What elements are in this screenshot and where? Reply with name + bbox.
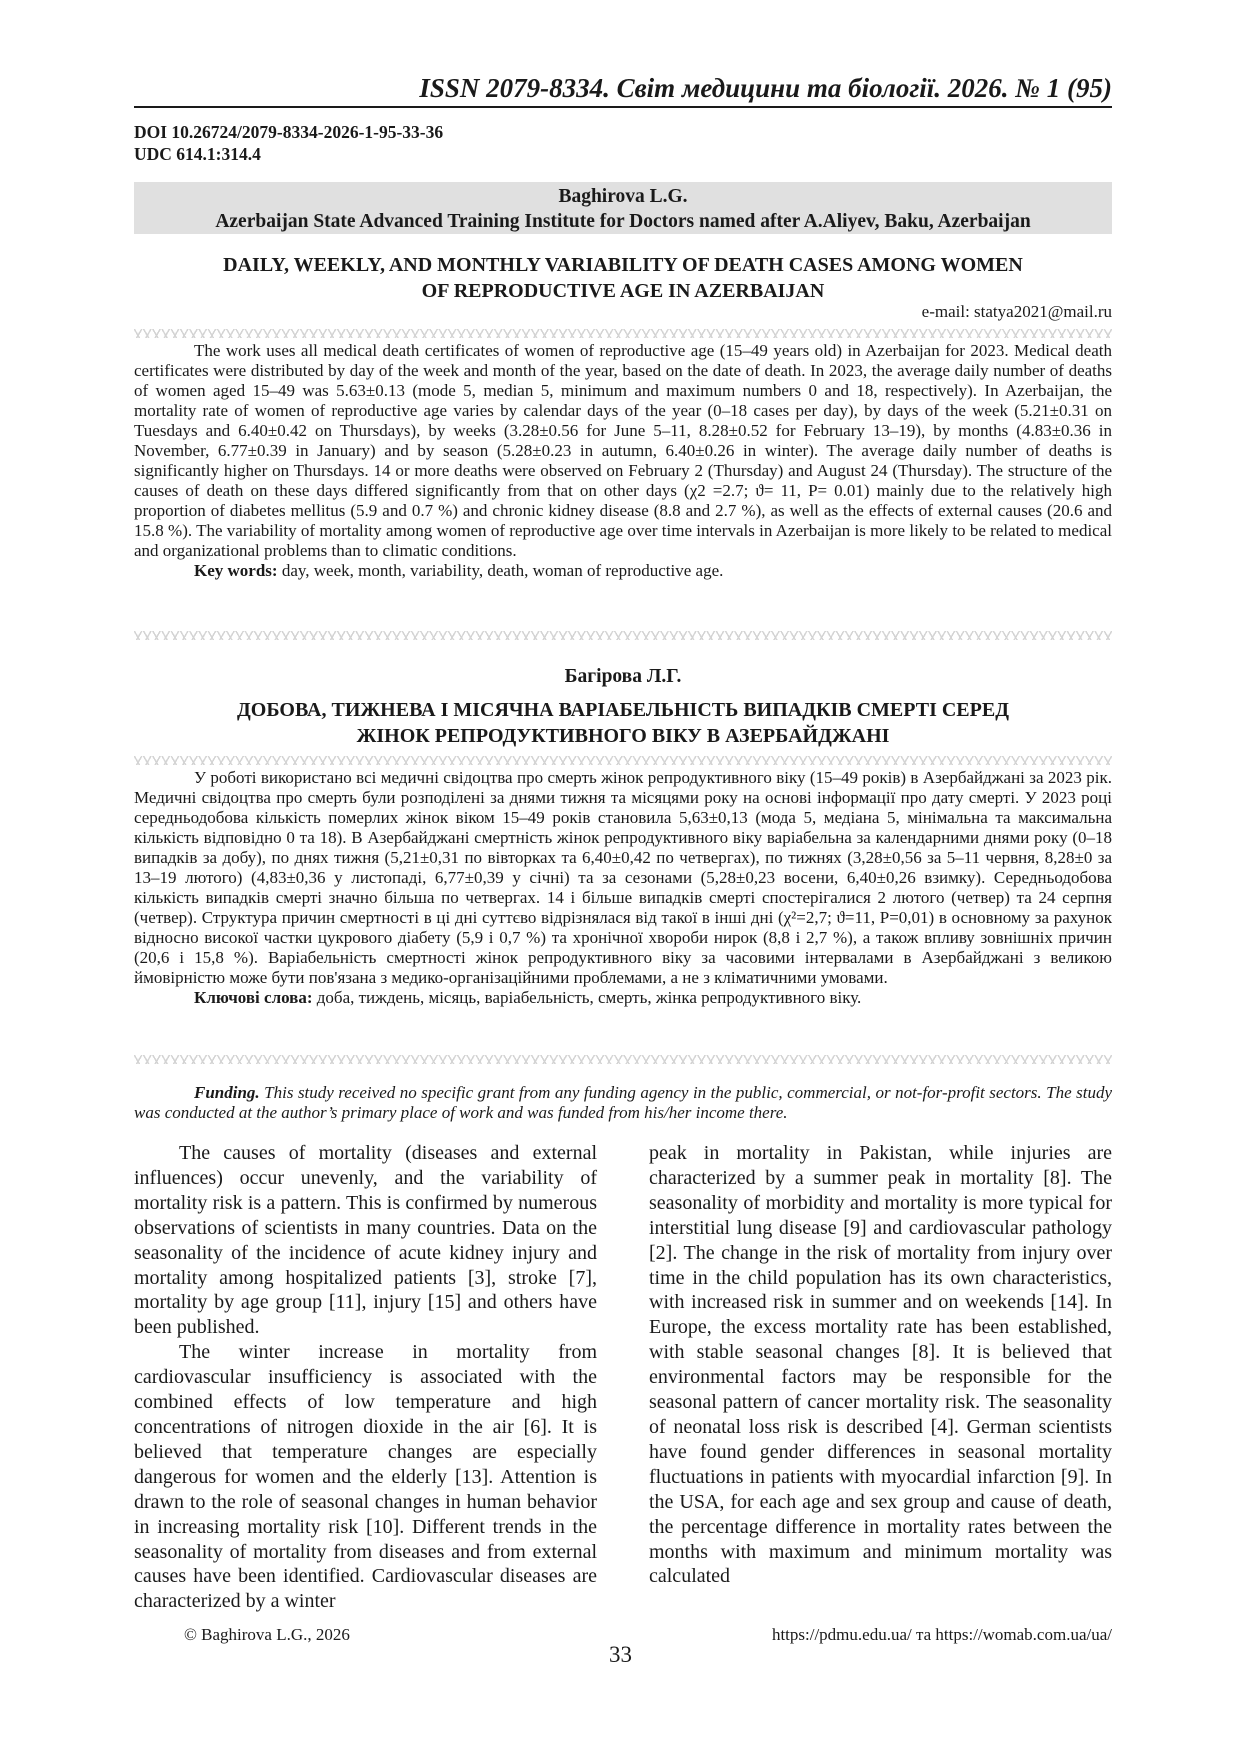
title-ua-line-2: ЖІНОК РЕПРОДУКТИВНОГО ВІКУ В АЗЕРБАЙДЖАНІ (356, 725, 890, 747)
doi: DOI 10.26724/2079-8334-2026-1-95-33-36 (134, 122, 444, 142)
body-paragraph: peak in mortality in Pakistan, while injuries are characterized by a summer peak in mortality [8]. The seasonality of morbidity and mortality is more typical for interstitial lung disease [9] and cardiovascular pathology [2]. The change in the risk of mortality from injury over time in the child population has its own characteristics, with increased risk in summer and on weekends [14]. In Europe, the excess mortality rate has been established, with stable seasonal changes [8]. It is believed that environmental factors may be responsible for the seasonal pattern of cancer mortality risk. The seasonality of neonatal loss risk is described [4]. German scientists have found gender differences in seasonal mortality fluctuations in patients with myocardial infarction [9]. In the USA, for each age and sex group and cause of death, the percentage difference in mortality rates between the months with maximum and minimum mortality was calculated (649, 1142, 1112, 1588)
udc: UDC 614.1:314.4 (134, 144, 261, 164)
keywords-ua (134, 988, 1112, 1008)
body-paragraph: The causes of mortality (diseases and external influences) occur unevenly, and the variability of mortality risk is a pattern. This is confirmed by numerous observations of scientists in many countries. Data on the seasonality of the incidence of acute kidney injury and mortality among hospitalized patients [3], stroke [7], mortality by age group [11], injury [15] and others have been published. (134, 1142, 597, 1339)
divider-wavy (134, 631, 1112, 640)
article-identifiers (134, 121, 443, 165)
body-column-left (134, 1141, 597, 1614)
keywords-en (134, 561, 1112, 581)
keywords-ua-text: доба, тиждень, місяць, варіабельність, смерть, жінка репродуктивного віку. (312, 988, 862, 1007)
author-email: e-mail: statya2021@mail.ru (921, 302, 1112, 321)
abstract-en (134, 341, 1112, 581)
journal-header: ISSN 2079-8334. Світ медицини та біології. 2026. № 1 (95) (419, 73, 1112, 103)
article-title-ua (134, 697, 1112, 749)
divider-wavy (134, 1055, 1112, 1064)
divider-wavy (134, 756, 1112, 765)
keywords-ua-label: Ключові слова: (194, 988, 313, 1007)
page-number: 33 (609, 1642, 632, 1667)
funding-text: This study received no specific grant from any funding agency in the public, commercial, or not-for-profit sectors. The study was conducted at the author’s primary place of work and was funded from his/her income there. (134, 1083, 1112, 1122)
body-paragraph: The winter increase in mortality from cardiovascular insufficiency is associated with the combined effects of low temperature and high concentrations of nitrogen dioxide in the air [6]. It is believed that temperature changes are especially dangerous for women and the elderly [13]. Attention is drawn to the role of seasonal changes in human behavior in increasing mortality risk [10]. Different trends in the seasonality of mortality from diseases and from external causes have been identified. Cardiovascular diseases are characterized by a winter (134, 1341, 597, 1613)
abstract-ua (134, 768, 1112, 1008)
abstract-ua-text: У роботі використано всі медичні свідоцтва про смерть жінок репродуктивного віку (15–49 років) в Азербайджані за 2023 рік. Медичні свідоцтва про смерть були розподілені за днями тижня та місяцями року на основі інформації про дату смерті. У 2023 році середньодобова кількість померлих жінок віком 15–49 років становила 5,63±0,13 (мода 5, медіана 5, мінімальна та максимальна кількість відповідно 0 та 18). В Азербайджані смертність жінок репродуктивного віку варіабельна за календарними днями року (0–18 випадків за добу), по днях тижня (5,21±0,31 по вівторках та 6,40±0,42 по четвергах), по тижнях (3,28±0,56 за 5–11 червня, 8,28±0 за 13–19 лютого) (4,83±0,36 у листопаді, 6,77±0,39 у січні) та за сезонами (5,28±0,23 восени, 6,40±0,26 взимку). Середньодобова кількість випадків смерті значно більша по четвергах. 14 і більше випадків смерті спостерігалися 2 лютого (четвер) та 24 серпня (четвер). Структура причин смертності в ці дні суттєво відрізнялася від такої в інші дні (χ²=2,7; ϑ=11, P=0,01) в основному за рахунок відносно високої частки цукрового діабету (5,9 і 0,7 %) та хронічної хвороби нирок (8,8 і 2,7 %), а також впливу зовнішніх причин (20,6 і 15,8 %). Варіабельність смертності жінок репродуктивного віку за часовими інтервалами в Азербайджані з великою ймовірністю може бути пов'язана з медико-організаційними проблемами, а не з кліматичними умовами. (134, 768, 1112, 987)
funding-statement (134, 1083, 1112, 1123)
header-rule (134, 106, 1112, 108)
footer-links: https://pdmu.edu.ua/ та https://womab.com.ua/ua/ (771, 1625, 1112, 1644)
author-affiliation-band (134, 182, 1112, 234)
keywords-en-label: Key words: (194, 561, 278, 580)
copyright: © Baghirova L.G., 2026 (184, 1625, 350, 1644)
author-name-ua: Багірова Л.Г. (564, 666, 682, 687)
keywords-en-text: day, week, month, variability, death, woman of reproductive age. (277, 561, 724, 580)
affiliation: Azerbaijan State Advanced Training Institute for Doctors named after A.Aliyev, Baku, Azerbaijan (215, 211, 1031, 232)
funding-label: Funding. (194, 1083, 260, 1102)
title-en-line-2: OF REPRODUCTIVE AGE IN AZERBAIJAN (421, 280, 825, 302)
body-column-right (649, 1141, 1112, 1589)
author-name: Baghirova L.G. (558, 186, 688, 207)
title-ua-line-1: ДОБОВА, ТИЖНЕВА І МІСЯЧНА ВАРІАБЕЛЬНІСТЬ ВИПАДКІВ СМЕРТІ СЕРЕД (237, 699, 1009, 721)
title-en-line-1: DAILY, WEEKLY, AND MONTHLY VARIABILITY OF DEATH CASES AMONG WOMEN (223, 254, 1023, 276)
abstract-en-text: The work uses all medical death certificates of women of reproductive age (15–49 years old) in Azerbaijan for 2023. Medical death certificates were distributed by day of the week and month of the year, based on the date of death. In 2023, the average daily number of deaths of women aged 15–49 was 5.63±0.13 (mode 5, median 5, minimum and maximum numbers 0 and 18, respectively). In Azerbaijan, the mortality rate of women of reproductive age varies by calendar days of the year (0–18 cases per day), by days of the week (5.21±0.31 on Tuesdays and 6.40±0.42 on Thursdays), by weeks (3.28±0.56 for June 5–11, 8.28±0.52 for February 13–19), by months (4.83±0.36 in November, 6.77±0.39 in January) and by season (5.28±0.23 in autumn, 6.40±0.26 in winter). The average daily number of deaths is significantly higher on Thursdays. 14 or more deaths were observed on February 2 (Thursday) and August 24 (Thursday). The structure of the causes of death on these days differed significantly from that on other days (χ2 =2.7; ϑ= 11, P= 0.01) mainly due to the relatively high proportion of diabetes mellitus (5.9 and 0.7 %) and chronic kidney disease (8.8 and 2.7 %), as well as the effects of external causes (20.6 and 15.8 %). The variability of mortality among women of reproductive age over time intervals in Azerbaijan is more likely to be related to medical and organizational problems than to climatic conditions. (134, 341, 1112, 560)
article-title-en (134, 252, 1112, 304)
divider-wavy (134, 329, 1112, 338)
